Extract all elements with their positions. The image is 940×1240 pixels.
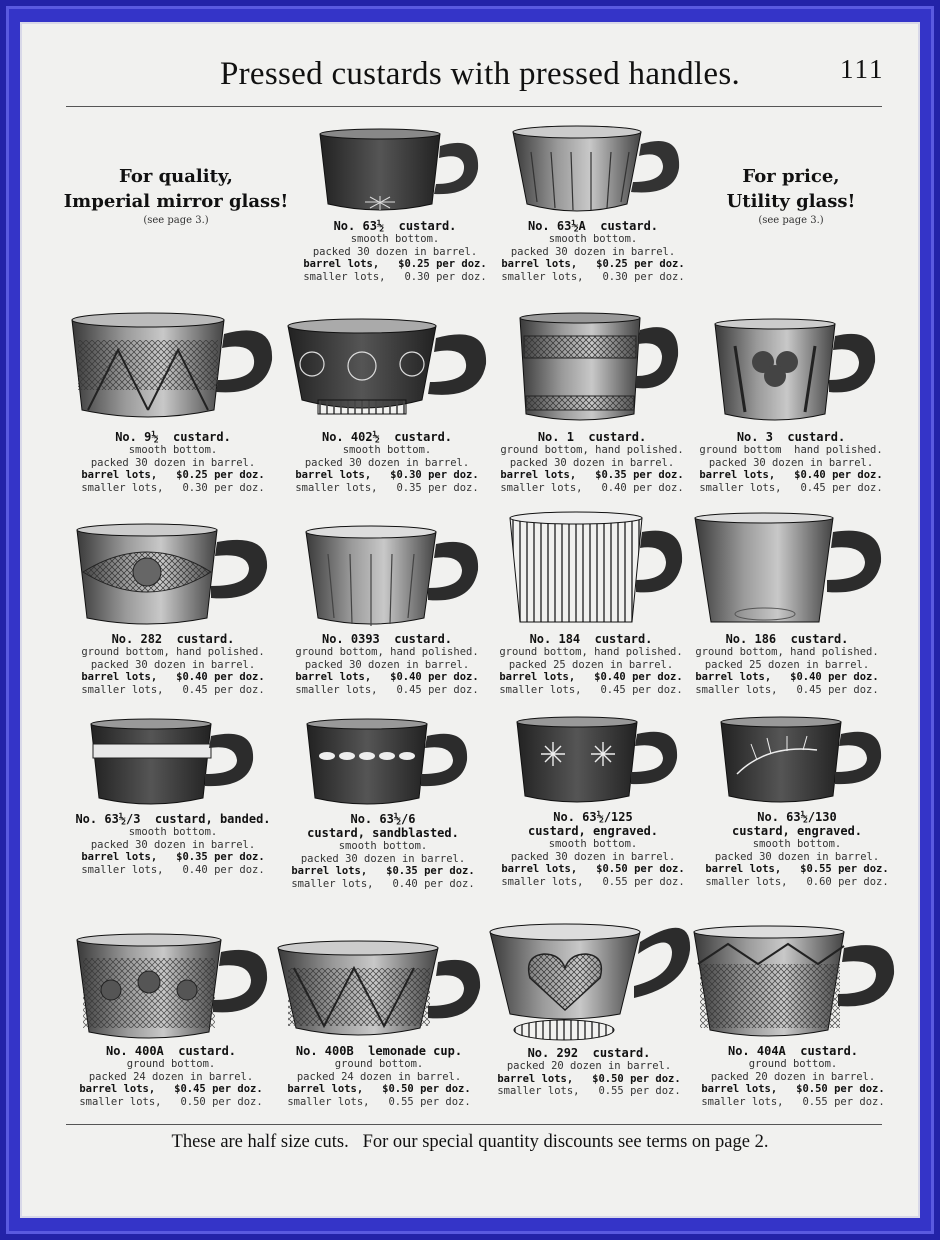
cup-image <box>484 906 694 1046</box>
cup-image <box>83 716 263 812</box>
item-smaller-price: smaller lots, 0.45 per doz. <box>499 683 683 696</box>
item-smaller-price: smaller lots, 0.45 per doz. <box>295 683 479 696</box>
cup-image <box>707 714 887 810</box>
item-barrel-price: barrel lots, $0.35 per doz. <box>500 469 684 481</box>
item-barrel-price: barrel lots, $0.50 per doz. <box>501 863 685 875</box>
price-note <box>696 164 886 228</box>
item-name: No. 63½/130 <box>757 810 837 824</box>
item-bottom: ground bottom. <box>748 1058 838 1070</box>
header-rule <box>66 106 882 107</box>
item-404a <box>688 924 898 1108</box>
item-packing: packed 30 dozen in barrel. <box>90 838 256 851</box>
item-bottom: smooth bottom. <box>128 826 218 838</box>
item-bottom: smooth bottom. <box>752 838 842 850</box>
item-barrel-price: barrel lots, $0.50 per doz. <box>497 1072 681 1085</box>
item-packing: packed 30 dozen in barrel. <box>304 456 470 469</box>
item-smaller-price: smaller lots, 0.55 per doz. <box>701 1095 885 1108</box>
cup-image <box>274 938 484 1044</box>
item-barrel-price: barrel lots, $0.25 per doz. <box>303 258 487 270</box>
item-63-half-6 <box>278 716 488 890</box>
footer-note: These are half size cuts. For our special quantity discounts see terms on page 2. <box>171 1132 769 1152</box>
item-name-line2: custard, engraved. <box>731 824 863 838</box>
item-packing: packed 30 dozen in barrel. <box>510 245 676 258</box>
cup-image <box>310 124 480 219</box>
item-smaller-price: smaller lots, 0.30 per doz. <box>81 481 265 494</box>
item-63-half-a <box>488 124 698 283</box>
item-name: No. 184 custard. <box>529 632 653 646</box>
item-name: No. 63½ custard. <box>333 219 457 233</box>
item-1 <box>487 310 697 494</box>
item-smaller-price: smaller lots, 0.40 per doz. <box>500 481 684 494</box>
item-name: No. 3 custard. <box>736 430 846 444</box>
item-smaller-price: smaller lots, 0.50 per doz. <box>79 1095 263 1108</box>
item-400b <box>274 938 484 1108</box>
item-smaller-price: smaller lots, 0.45 per doz. <box>699 481 883 494</box>
item-bottom: smooth bottom. <box>548 838 638 850</box>
item-smaller-price: smaller lots, 0.60 per doz. <box>705 875 889 888</box>
item-bottom: ground bottom. <box>126 1058 216 1070</box>
item-63-half-3 <box>68 716 278 876</box>
item-bottom: smooth bottom. <box>128 444 218 456</box>
item-name: No. 1 custard. <box>537 430 647 444</box>
item-bottom: ground bottom, hand polished. <box>295 646 479 658</box>
item-barrel-price: barrel lots, $0.30 per doz. <box>295 469 479 481</box>
item-packing: packed 30 dozen in barrel. <box>510 850 676 863</box>
item-63-half <box>290 124 500 283</box>
quality-note-ref: (see page 3.) <box>143 215 209 226</box>
item-packing: packed 30 dozen in barrel. <box>708 456 874 469</box>
price-note-line2: Utility glass! <box>726 191 856 212</box>
item-barrel-price: barrel lots, $0.50 per doz. <box>287 1083 471 1095</box>
item-282 <box>68 522 278 696</box>
cup-image <box>502 310 682 430</box>
item-name: No. 282 custard. <box>111 632 235 646</box>
cup-image <box>282 316 492 430</box>
item-packing: packed 30 dozen in barrel. <box>90 456 256 469</box>
quality-note-line2: Imperial mirror glass! <box>63 191 289 212</box>
item-smaller-price: smaller lots, 0.55 per doz. <box>287 1095 471 1108</box>
item-smaller-price: smaller lots, 0.45 per doz. <box>695 683 879 696</box>
item-name: No. 186 custard. <box>725 632 849 646</box>
item-packing: packed 24 dozen in barrel. <box>296 1070 462 1083</box>
item-name: No. 63½A custard. <box>527 219 659 233</box>
cup-image <box>293 716 473 812</box>
item-packing: packed 20 dozen in barrel. <box>710 1070 876 1083</box>
item-smaller-price: smaller lots, 0.30 per doz. <box>501 270 685 283</box>
item-name: No. 63½/125 <box>553 810 633 824</box>
item-name: No. 402½ custard. <box>321 430 453 444</box>
item-smaller-price: smaller lots, 0.35 per doz. <box>295 481 479 494</box>
cup-image <box>73 522 273 632</box>
cup-image <box>701 316 881 430</box>
item-barrel-price: barrel lots, $0.25 per doz. <box>81 469 265 481</box>
footer-rule <box>66 1124 882 1125</box>
item-3 <box>686 316 896 494</box>
item-name-line2: custard, engraved. <box>527 824 659 838</box>
cup-image <box>68 310 278 430</box>
item-bottom: smooth bottom. <box>338 840 428 852</box>
item-name-line2: custard, sandblasted. <box>307 826 459 840</box>
item-name: No. 400B lemonade cup. <box>295 1044 463 1058</box>
item-name: No. 9½ custard. <box>115 430 231 444</box>
item-barrel-price: barrel lots, $0.25 per doz. <box>501 258 685 270</box>
item-bottom: smooth bottom. <box>342 444 432 456</box>
item-9-half <box>68 310 278 494</box>
item-bottom: smooth bottom. <box>350 233 440 245</box>
item-barrel-price: barrel lots, $0.40 per doz. <box>499 671 683 683</box>
item-bottom: ground bottom hand polished. <box>699 444 883 456</box>
item-packing: packed 24 dozen in barrel. <box>88 1070 254 1083</box>
page-title: Pressed custards with pressed handles. <box>219 56 741 92</box>
item-barrel-price: barrel lots, $0.50 per doz. <box>701 1083 885 1095</box>
cup-image <box>71 932 271 1044</box>
item-186 <box>682 510 892 696</box>
item-barrel-price: barrel lots, $0.40 per doz. <box>295 671 479 683</box>
quality-note-line1: For quality, <box>119 166 233 187</box>
item-bottom: ground bottom, hand polished. <box>81 646 265 658</box>
item-name: No. 292 custard. <box>527 1046 651 1060</box>
item-barrel-price: barrel lots, $0.55 per doz. <box>705 863 889 875</box>
item-barrel-price: barrel lots, $0.45 per doz. <box>79 1083 263 1095</box>
cup-image <box>503 124 683 219</box>
item-402-half <box>282 316 492 494</box>
catalog-page <box>22 24 918 1216</box>
item-name: No. 404A custard. <box>727 1044 859 1058</box>
item-name: No. 400A custard. <box>105 1044 237 1058</box>
item-63-half-130 <box>692 714 902 888</box>
page-number: 111 <box>840 54 885 84</box>
item-barrel-price: barrel lots, $0.40 per doz. <box>695 671 879 683</box>
price-note-line1: For price, <box>742 166 840 187</box>
item-smaller-price: smaller lots, 0.40 per doz. <box>81 863 265 876</box>
item-smaller-price: smaller lots, 0.45 per doz. <box>81 683 265 696</box>
item-packing: packed 30 dozen in barrel. <box>90 658 256 671</box>
item-bottom: smooth bottom. <box>548 233 638 245</box>
cup-image <box>689 510 885 632</box>
item-packing: packed 30 dozen in barrel. <box>714 850 880 863</box>
item-barrel-price: barrel lots, $0.35 per doz. <box>81 851 265 863</box>
item-smaller-price: smaller lots, 0.55 per doz. <box>497 1085 681 1097</box>
item-packing: packed 30 dozen in barrel. <box>304 658 470 671</box>
item-packing: packed 25 dozen in barrel. <box>508 658 674 671</box>
item-bottom: ground bottom, hand polished. <box>499 646 683 658</box>
cup-image <box>292 524 482 632</box>
item-name: No. 63½/6 <box>350 812 416 826</box>
item-packing: packed 30 dozen in barrel. <box>312 245 478 258</box>
item-barrel-price: barrel lots, $0.40 per doz. <box>81 671 265 683</box>
quality-note <box>56 164 296 228</box>
item-63-half-125 <box>488 714 698 888</box>
item-bottom: ground bottom. <box>334 1058 424 1070</box>
item-0393 <box>282 524 492 696</box>
item-packing: packed 30 dozen in barrel. <box>300 852 466 865</box>
item-smaller-price: smaller lots, 0.55 per doz. <box>501 875 685 888</box>
item-packing: packed 25 dozen in barrel. <box>704 658 870 671</box>
item-packing: packed 30 dozen in barrel. <box>509 456 675 469</box>
item-barrel-price: barrel lots, $0.40 per doz. <box>699 469 883 481</box>
item-name: No. 63½/3 custard, banded. <box>75 812 271 826</box>
item-400a <box>66 932 276 1108</box>
price-note-ref: (see page 3.) <box>758 215 824 226</box>
item-smaller-price: smaller lots, 0.40 per doz. <box>291 877 475 890</box>
item-smaller-price: smaller lots, 0.30 per doz. <box>303 270 487 283</box>
item-292 <box>484 906 694 1098</box>
cup-image <box>496 510 686 632</box>
item-bottom: ground bottom, hand polished. <box>695 646 879 658</box>
item-bottom: ground bottom, hand polished. <box>500 444 684 456</box>
cup-image <box>503 714 683 810</box>
cup-image <box>688 924 898 1044</box>
item-packing: packed 20 dozen in barrel. <box>506 1060 672 1072</box>
item-barrel-price: barrel lots, $0.35 per doz. <box>291 865 475 877</box>
item-184 <box>486 510 696 696</box>
item-name: No. 0393 custard. <box>321 632 453 646</box>
